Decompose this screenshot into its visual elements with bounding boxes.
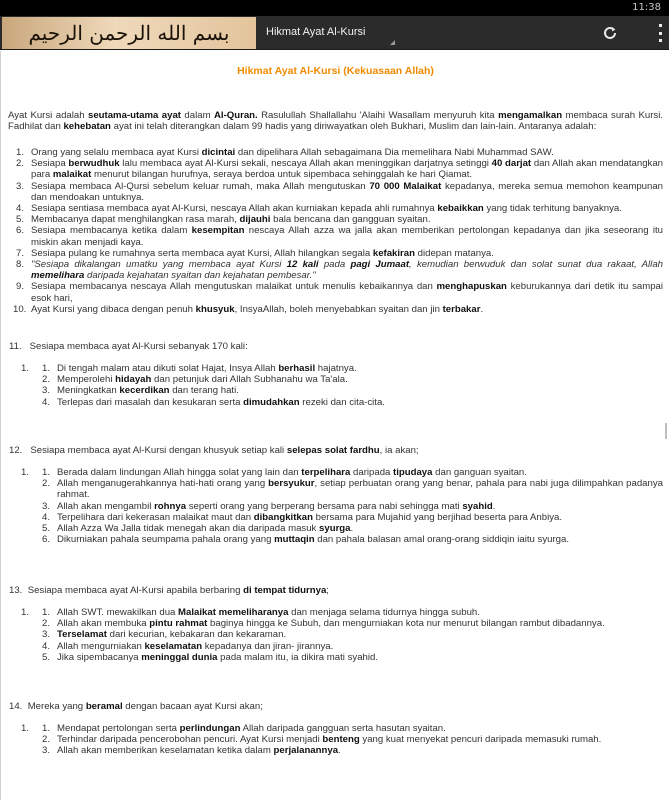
list-item: 1. Allah SWT. mewakilkan dua Malaikat memeliharanya dan menjaga selama tidurnya hingga subuh. <box>42 607 480 618</box>
list-item: 3. Allah akan mengambil rohnya seperti orang yang berperang bersama para nabi sehingga mati syahid. <box>42 500 496 512</box>
list-item: 8. "Sesiapa dikalangan umatku yang membaca ayat Kursi 12 kali pada pagi Jumaat, kemudian berwuduk dan solat sunat dua rakaat, Allah memelihara daripada kejahatan syaitan dan kejahatan pembesar." <box>16 259 663 282</box>
list-item: 1. Mendapat pertolongan serta perlindungan Allah daripada gangguan serta hasutan syaitan. <box>42 723 446 734</box>
section-11-heading: 11. Sesiapa membaca ayat Al-Kursi sebanyak 170 kali: <box>9 341 248 352</box>
list-item: 2. Memperolehi hidayah dan petunjuk dari Allah Subhanahu wa Ta'ala. <box>42 374 348 386</box>
list-item: 2. Terhindar daripada pencerobohan pencuri. Ayat Kursi menjadi benteng yang kuat menyekat pencuri daripada memasuki rumah. <box>42 734 602 746</box>
status-time: 11:38 <box>632 2 661 13</box>
section-11-list: 1. 1. Di tengah malam atau dikuti solat Hajat, Insya Allah berhasil hajatnya. 2. Memperolehi hidayah dan petunjuk dari Allah Subhanahu wa Ta'ala. 3. Meningkatkan kecerdikan dan terang hati. 4. Terlepas dari masalah dan kesukaran serta dimudahkan rezeki dan cita-cita. <box>1 363 669 408</box>
scroll-indicator[interactable] <box>665 423 667 439</box>
list-item: 6. Sesiapa membacanya ketika dalam kesempitan nescaya Allah azza wa jalla akan memberikan pertolongan kepadanya dan jika seseorang itu miskin akan menjadi kaya. <box>16 225 663 248</box>
list-item: 5. Jika sipembacanya meninggal dunia pada malam itu, ia dikira mati syahid. <box>42 651 378 663</box>
list-item: 1. Di tengah malam atau dikuti solat Hajat, Insya Allah berhasil hajatnya. <box>42 363 357 374</box>
list-item: 3. Allah akan memberikan keselamatan ketika dalam perjalanannya. <box>42 745 341 757</box>
app-logo[interactable] <box>2 17 256 49</box>
section-13-heading: 13. Sesiapa membaca ayat Al-Kursi apabila berbaring di tempat tidurnya; <box>9 585 329 596</box>
list-item: 4. Terlepas dari masalah dan kesukaran serta dimudahkan rezeki dan cita-cita. <box>42 396 385 408</box>
list-item: 5. Allah Azza Wa Jalla tidak menegah akan dia daripada masuk syurga. <box>42 523 354 535</box>
list-item: 1. Orang yang selalu membaca ayat Kursi dicintai dan dipelihara Allah sebagaimana Dia memelihara Nabi Muhammad SAW. <box>16 147 554 158</box>
section-13-list: 1. 1. Allah SWT. mewakilkan dua Malaikat memeliharanya dan menjaga selama tidurnya hingga subuh. 2. Allah akan membuka pintu rahmat baginya hingga ke Subuh, dan mengurniakan kota nur menurut bilangan rambut dibadannya. 3. Terselamat dari kecurian, kebakaran dan kekaraman. 4. Allah mengurniakan keselamatan kepadanya dan jiran- jirannya. 5. Jika sipembacanya meninggal dunia pada malam itu, ia dikira mati syahid. <box>1 607 669 663</box>
list-item: 3. Terselamat dari kecurian, kebakaran dan kekaraman. <box>42 629 287 641</box>
list-item: 6. Dikurniakan pahala seumpama pahala orang yang muttaqin dan pahala balasan amal orang-orang siddiqin iaitu syurga. <box>42 534 569 546</box>
section-12-heading: 12. Sesiapa membaca ayat Al-Kursi dengan khusyuk setiap kali selepas solat fardhu, ia akan; <box>9 445 419 456</box>
list-item: 10. Ayat Kursi yang dibaca dengan penuh khusyuk, InsyaAllah, boleh menyebabkan syaitan dan jin terbakar. <box>13 303 484 315</box>
list-item: 5. Membacanya dapat menghilangkan rasa marah, dijauhi bala bencana dan gangguan syaitan. <box>16 214 431 226</box>
list-item: 2. Allah menganugerahkannya hati-hati orang yang bersyukur, setiap perbuatan orang yang benar, pahala para nabi juga dilimpahkan padanya rahmat. <box>42 478 663 501</box>
status-bar <box>0 0 669 16</box>
list-item: 2. Sesiapa berwudhuk lalu membaca ayat Al-Kursi sekali, nescaya Allah akan meninggikan darjatnya setinggi 40 darjat dan Allah akan mendatangkan para malaikat menurut bilangan hurufnya, seraya berdoa untuk sipembaca sehinggalah ke hari Qiamat. <box>16 158 663 181</box>
list-item: 4. Allah mengurniakan keselamatan kepadanya dan jiran- jirannya. <box>42 640 334 652</box>
article-content[interactable] <box>0 51 669 800</box>
bismillah-calligraphy: بسم الله الرحمن الرحيم <box>28 21 230 45</box>
section-12-list: 1. 1. Berada dalam lindungan Allah hingga solat yang lain dan terpelihara daripada tipudaya dan ganguan syaitan. 2. Allah menganugerahkannya hati-hati orang yang bersyukur, setiap perbuatan orang yang benar, pahala para nabi juga dilimpahkan padanya rahmat. 3. Allah akan mengambil rohnya seperti orang yang berperang bersama para nabi sehingga mati syahid. 4. Terpelihara dari kekerasan malaikat maut dan dibangkitkan bersama para Mujahid yang berjihad beserta para Anbiya. 5. Allah Azza Wa Jalla tidak menegah akan dia daripada masuk syurga. 6. Dikurniakan pahala seumpama pahala orang yang muttaqin dan pahala balasan amal orang-orang siddiqin iaitu syurga. <box>1 467 669 545</box>
list-item: 3. Meningkatkan kecerdikan dan terang hati. <box>42 385 239 397</box>
section-14-heading: 14. Mereka yang beramal dengan bacaan ayat Kursi akan; <box>9 701 263 712</box>
list-item: 9. Sesiapa membacanya nescaya Allah mengutuskan malaikat untuk menulis kebaikannya dan menghapuskan keburukannya dari detik itu sampai esok hari, <box>16 281 663 304</box>
list-item: 4. Sesiapa sentiasa membaca ayat Al-Kursi, nescaya Allah akan kurniakan kepada ahli rumahnya kebaikkan yang tidak terhitung banyaknya. <box>16 203 622 215</box>
app-title: Hikmat Ayat Al-Kursi <box>266 26 366 38</box>
list-item: 7. Sesiapa pulang ke rumahnya serta membaca ayat Kursi, Allah hilangkan segala kefakiran didepan matanya. <box>16 247 494 259</box>
list-item: 2. Allah akan membuka pintu rahmat baginya hingga ke Subuh, dan mengurniakan kota nur menurut bilangan rambut dibadannya. <box>42 618 605 630</box>
section-14-list: 1. 1. Mendapat pertolongan serta perlindungan Allah daripada gangguan serta hasutan syaitan. 2. Terhindar daripada pencerobohan pencuri. Ayat Kursi menjadi benteng yang kuat menyekat pencuri daripada memasuki rumah. 3. Allah akan memberikan keselamatan ketika dalam perjalanannya. <box>1 723 669 757</box>
benefits-list <box>1 147 669 315</box>
overflow-menu-icon[interactable] <box>657 24 663 42</box>
action-bar <box>0 16 669 50</box>
intro-paragraph: Ayat Kursi adalah seutama-utama ayat dalam Al-Quran. Rasulullah Shallallahu 'Alaihi Wasallam menyuruh kita mengamalkan membaca surah Kursi. Fadhilat dan kehebatan ayat ini telah diterangkan dalam 99 hadis yang diriwayatkan oleh Bukhari, Muslim dan lain-lain. Antaranya adalah: <box>8 110 664 133</box>
spinner-corner-icon <box>390 40 395 45</box>
list-item: 1. Berada dalam lindungan Allah hingga solat yang lain dan terpelihara daripada tipudaya dan ganguan syaitan. <box>42 467 527 478</box>
page-title: Hikmat Ayat Al-Kursi (Kekuasaan Allah) <box>237 65 434 77</box>
refresh-icon[interactable] <box>601 24 619 42</box>
list-item: 3. Sesiapa membaca Al-Qursi sebelum keluar rumah, maka Allah mengutuskan 70 000 Malaikat kepadanya, mereka semua memohon keampunan dan mendoakan untuknya. <box>16 180 663 203</box>
list-item: 4. Terpelihara dari kekerasan malaikat maut dan dibangkitkan bersama para Mujahid yang berjihad beserta para Anbiya. <box>42 511 563 523</box>
